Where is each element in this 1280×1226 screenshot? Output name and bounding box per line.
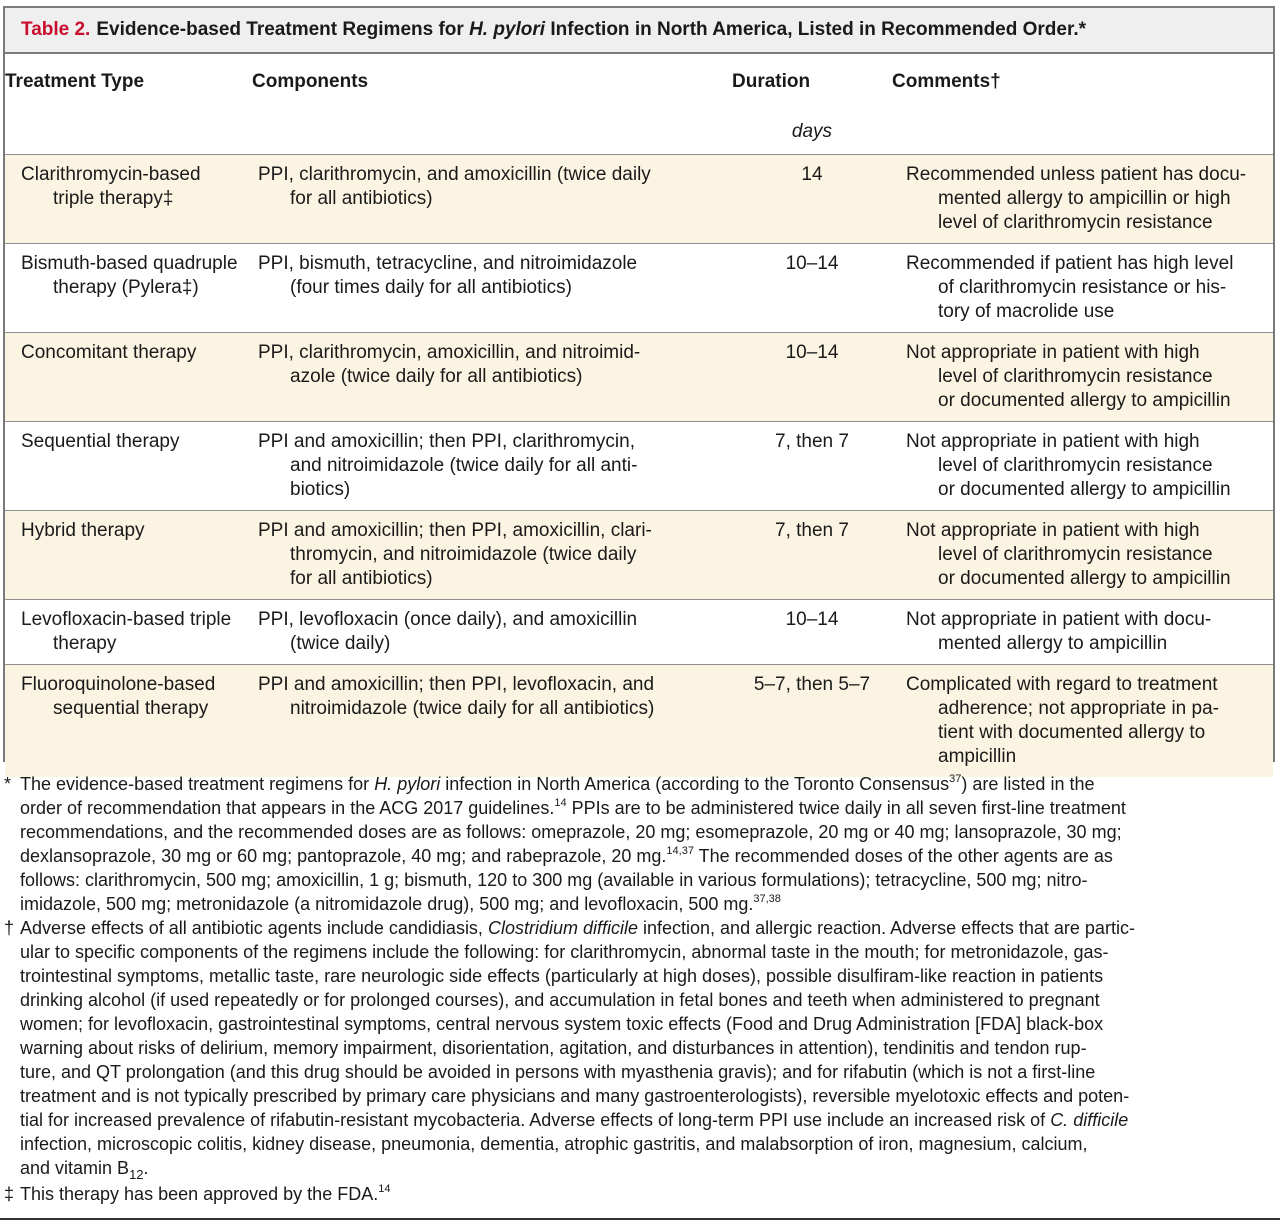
cell-duration: 5–7, then 5–7 [732,665,892,778]
comments-line: ampicillin [938,746,1017,767]
footnote-dagger-line: warning about risks of delirium, memory impairment, disorientation, agitation, and disturbances in attention), tendinitis and tendon rup- [20,1038,1087,1058]
cell-treatment-type [5,422,252,511]
table-row [5,511,1273,600]
duration-unit: days [791,121,833,142]
footnote-double-dagger-symbol: ‡ [4,1184,15,1204]
treatment-type-line: Sequential therapy [21,431,180,452]
col-header-components: Components [252,71,369,92]
treatment-type-line: therapy [53,633,117,654]
components-line: azole (twice daily for all antibiotics) [290,366,583,387]
comments-line: Recommended unless patient has docu- [906,164,1247,185]
components-line: (twice daily) [290,633,391,654]
cell-treatment-type [5,511,252,600]
treatment-type-line: Hybrid therapy [21,520,145,541]
footnote-star [0,772,1270,916]
comments-line: adherence; not appropriate in pa- [938,698,1219,719]
regimens-table [5,54,1273,777]
components-line: PPI, clarithromycin, amoxicillin, and nitroimid- [258,342,641,363]
treatment-type-line: Levofloxacin-based triple [21,609,232,630]
cell-comments [892,333,1273,422]
treatment-type-line: triple therapy‡ [53,188,174,209]
comments-line: Recommended if patient has high level [906,253,1234,274]
cell-duration: 10–14 [732,600,892,665]
treatment-type-line: sequential therapy [53,698,209,719]
cell-comments [892,155,1273,244]
footnote-dagger-line: infection, microscopic colitis, kidney disease, pneumonia, dementia, atrophic gastritis, and malabsorption of iron, magnesium, calcium, [20,1134,1088,1154]
cell-components [252,665,732,778]
comments-line: Complicated with regard to treatment [906,674,1218,695]
table-row [5,155,1273,244]
table-title-bar [5,8,1273,54]
cell-duration: 10–14 [732,244,892,333]
cell-components [252,333,732,422]
footnote-dagger-symbol: † [4,918,15,938]
components-line: nitroimidazole (twice daily for all antibiotics) [290,698,655,719]
header-row [5,54,1273,110]
cell-duration: 10–14 [732,333,892,422]
cell-treatment-type [5,244,252,333]
table-row [5,333,1273,422]
components-line: thromycin, and nitroimidazole (twice daily [290,544,637,565]
footnote-star-line: dexlansoprazole, 30 mg or 60 mg; pantoprazole, 40 mg; and rabeprazole, 20 mg.$^{14,37}$ The recommended doses of the other agents are as [20,845,1113,866]
treatment-type-line: Fluoroquinolone-based [21,674,216,695]
treatment-type-line: Bismuth-based quadruple [21,253,238,274]
comments-line: mented allergy to ampicillin [938,633,1168,654]
comments-line: or documented allergy to ampicillin [938,390,1231,411]
cell-treatment-type [5,665,252,778]
cell-comments [892,244,1273,333]
footnote-dagger-line: trointestinal symptoms, metallic taste, rare neurologic side effects (particularly at high doses), possible disulfiram-like reaction in patients [20,966,1104,986]
footnote-double-dagger-line: This therapy has been approved by the FDA.$^{14}$ [20,1183,391,1204]
footnote-dagger-line: ture, and QT prolongation (and this drug should be avoided in persons with myasthenia gravis); and for rifabutin (which is not a first-line [20,1062,1096,1082]
cell-treatment-type [5,333,252,422]
comments-line: mented allergy to ampicillin or high [938,188,1231,209]
col-header-comments: Comments† [892,71,1001,92]
components-line: PPI, levofloxacin (once daily), and amoxicillin [258,609,638,630]
cell-comments [892,665,1273,778]
table-label: Table 2. [21,19,91,40]
comments-line: or documented allergy to ampicillin [938,479,1231,500]
footnotes [0,772,1270,1206]
footnote-dagger-line: tial for increased prevalence of rifabutin-resistant mycobacteria. Adverse effects of long-term PPI use include an increased risk of C. difficile [20,1110,1129,1130]
cell-components [252,422,732,511]
cell-comments [892,422,1273,511]
cell-duration: 14 [732,155,892,244]
table-row [5,600,1273,665]
comments-line: Not appropriate in patient with high [906,342,1200,363]
footnote-dagger [0,916,1270,1182]
bottom-rule [0,1218,1280,1220]
cell-components [252,600,732,665]
components-line: for all antibiotics) [290,188,433,209]
footnote-star-line: order of recommendation that appears in the ACG 2017 guidelines.$^{14}$ PPIs are to be administered twice daily in all seven first-line treatment [20,797,1126,818]
components-line: PPI and amoxicillin; then PPI, clarithromycin, [258,431,635,452]
cell-components [252,511,732,600]
footnote-star-line: recommendations, and the recommended doses are as follows: omeprazole, 20 mg; esomeprazole, 20 mg or 40 mg; lansoprazole, 30 mg; [20,822,1122,842]
footnote-dagger-line: drinking alcohol (if used repeatedly or for prolonged courses), and accumulation in fetal bones and teeth when administered to pregnant [20,990,1100,1010]
components-line: and nitroimidazole (twice daily for all anti- [290,455,638,476]
cell-comments [892,600,1273,665]
comments-line: Not appropriate in patient with high [906,520,1200,541]
cell-comments [892,511,1273,600]
table-row [5,244,1273,333]
cell-duration: 7, then 7 [732,511,892,600]
comments-line: or documented allergy to ampicillin [938,568,1231,589]
footnote-double-dagger [0,1182,1270,1206]
footnote-dagger-line: women; for levofloxacin, gastrointestinal symptoms, central nervous system toxic effects (Food and Drug Administration [FDA] black-box [20,1014,1104,1034]
cell-treatment-type [5,155,252,244]
comments-line: Not appropriate in patient with docu- [906,609,1212,630]
footnote-dagger-line: and vitamin $B_{12}$. [20,1158,149,1182]
comments-line: tory of macrolide use [938,301,1115,322]
treatment-type-line: therapy (Pylera‡) [53,277,199,298]
components-line: PPI, clarithromycin, and amoxicillin (twice daily [258,164,651,185]
table-frame [3,6,1275,767]
comments-line: Not appropriate in patient with high [906,431,1200,452]
components-line: biotics) [290,479,351,500]
col-header-treatment-type: Treatment Type [5,71,145,92]
footnote-star-symbol: * [4,774,12,794]
table-row [5,422,1273,511]
components-line: PPI, bismuth, tetracycline, and nitroimidazole [258,253,638,274]
table-body [5,155,1273,778]
components-line: PPI and amoxicillin; then PPI, levofloxacin, and [258,674,655,695]
cell-treatment-type [5,600,252,665]
cell-duration: 7, then 7 [732,422,892,511]
components-line: PPI and amoxicillin; then PPI, amoxicillin, clari- [258,520,652,541]
comments-line: level of clarithromycin resistance [938,455,1213,476]
components-line: for all antibiotics) [290,568,433,589]
comments-line: tient with documented allergy to [938,722,1206,743]
footnote-star-line: follows: clarithromycin, 500 mg; amoxicillin, 1 g; bismuth, 120 to 300 mg (available in various formulations); tetracycline, 500 mg; nitro- [20,870,1088,890]
comments-line: of clarithromycin resistance or his- [938,277,1227,298]
treatment-type-line: Clarithromycin-based [21,164,201,185]
footnote-dagger-line: Adverse effects of all antibiotic agents include candidiasis, Clostridium difficile infection, and allergic reaction. Adverse effects that are partic- [20,918,1135,938]
col-header-duration: Duration [732,71,811,92]
comments-line: level of clarithromycin resistance [938,544,1213,565]
footnote-star-line: imidazole, 500 mg; metronidazole (a nitromidazole drug), 500 mg; and levofloxacin, 500 mg.$^{37,38}$ [20,893,781,914]
table-row [5,665,1273,778]
units-row [5,110,1273,155]
treatment-type-line: Concomitant therapy [21,342,197,363]
footnote-dagger-line: ular to specific components of the regimens include the following: for clarithromycin, abnormal taste in the mouth; for metronidazole, gas- [20,942,1109,962]
comments-line: level of clarithromycin resistance [938,212,1213,233]
cell-components [252,244,732,333]
table-title: Evidence-based Treatment Regimens for H. pylori Infection in North America, Listed in Recommended Order.* [96,19,1086,40]
footnote-dagger-line: treatment and is not typically prescribed by primary care physicians and many gastroenterologists), reversible myelotoxic effects and poten- [20,1086,1130,1106]
components-line: (four times daily for all antibiotics) [290,277,572,298]
footnote-star-line: The evidence-based treatment regimens for H. pylori infection in North America (according to the Toronto Consensus$^{37}$) are listed in the [20,773,1095,794]
cell-components [252,155,732,244]
comments-line: level of clarithromycin resistance [938,366,1213,387]
